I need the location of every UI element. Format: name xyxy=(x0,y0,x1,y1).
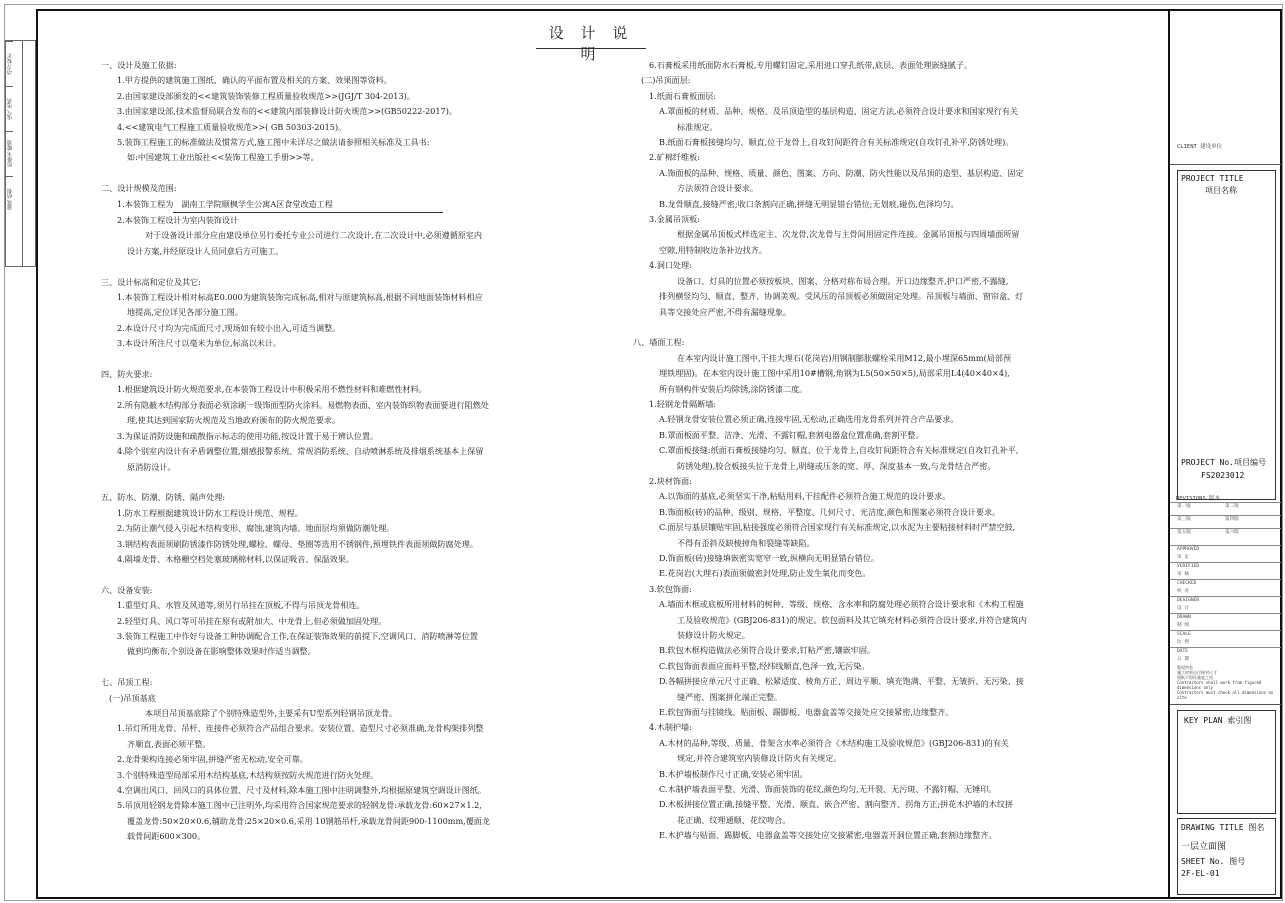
note-text: 花正确、纹理通顺、花纹吻合。 xyxy=(677,814,791,825)
note-text: 6.石膏板采用纸面防水石膏板,专用螺钉固定,采用进口穿孔纸带,底层、表面处理嵌缝腻子。 xyxy=(649,60,973,70)
note-line xyxy=(101,444,490,459)
sheet-no-label: SHEET No. 图号 xyxy=(1181,857,1246,866)
note-text: 空隙,用特制收边条补边找齐。 xyxy=(659,244,767,255)
approval-row: DATE xyxy=(1170,647,1281,656)
note-text: C.软包饰面表面应面料平整,经纬线顺直,色泽一致,无污染。 xyxy=(659,660,870,671)
note-line xyxy=(633,628,1027,643)
note-text: 设备口、灯具的位置必须按板块、图案、分格对称布局合理。开口边缘整齐,护口严密,不露缝, xyxy=(677,275,1009,286)
note-text: 七、吊顶工程: xyxy=(101,677,153,688)
note-text: 覆盖龙骨:50×20×0.6,辅助龙骨:25×20×0.6,采用 10钢筋吊杆,承载龙骨间距900-1100mm,覆面龙 xyxy=(127,815,490,826)
revision-cell: 第三版 xyxy=(1177,517,1191,522)
note-text: 三、设计标高和定位及其它: xyxy=(101,276,201,287)
note-text: 4.木制护墙: xyxy=(649,722,692,733)
revision-table xyxy=(1170,502,1281,541)
note-text: 缝严密、图案拼化端正完整。 xyxy=(677,691,783,702)
note-line xyxy=(101,737,490,752)
note-text: 2.由国家建设部颁发的<<建筑装饰装修工程质量验收规范>>(JGJ/T 304-2013)。 xyxy=(117,90,415,101)
section-heading xyxy=(101,181,490,196)
note-line xyxy=(633,489,1027,504)
note-line xyxy=(101,197,490,213)
approval-row: VERIFIED xyxy=(1170,562,1281,571)
note-line xyxy=(633,89,1027,104)
note-text: 载骨间距600×300。 xyxy=(127,831,206,842)
note-line xyxy=(633,243,1027,258)
note-text: E.花岗岩(大理石)表面须做密封处理,防止发生氧化而变色。 xyxy=(659,568,871,579)
drawing-title-box xyxy=(1177,818,1276,895)
approval-row: 校 对 xyxy=(1177,589,1189,594)
approval-row: 设 计 xyxy=(1177,606,1189,611)
note-text: 防锈处理),胶合板接头位于龙骨上,明缝或压条的宽、厚、深度基本一致,与龙骨结合严密。 xyxy=(677,460,996,471)
section-heading xyxy=(101,675,490,690)
note-text: 4.除个别室内设计有矛盾调整位置,烟感报警系统、常规消防系统、自动喷淋系统及排烟系统基本上保留 xyxy=(117,446,484,457)
note-line xyxy=(101,73,490,88)
note-text: C.木制护墙表面平整、光滑、饰面装饰的花纹,颜色均匀,无开裂、无污斑、不露钉帽、无锤印。 xyxy=(659,784,997,795)
note-line: Contractors shall work from figured dimensions only xyxy=(1177,680,1262,690)
note-text: 3.金属吊顶板: xyxy=(649,214,700,225)
note-line: 图纸不得作量度之用 xyxy=(1177,675,1213,680)
note-text: D.木板拼接位置正确,接缝平整、光滑、顺直、嵌合严密、割向整齐、拐角方正;拼花木护墙的木纹拼 xyxy=(659,799,1014,810)
note-line xyxy=(633,197,1027,212)
section-heading xyxy=(101,583,490,598)
note-line xyxy=(101,721,490,736)
note-line xyxy=(633,613,1027,628)
title-block xyxy=(1168,10,1281,898)
note-line xyxy=(633,674,1027,689)
note-text: 2.矿棉纤维板: xyxy=(649,152,700,163)
note-line xyxy=(101,429,490,444)
sheet-no-value: 2F-EL-01 xyxy=(1181,869,1220,878)
project-title-value: 项目名称 xyxy=(1205,186,1237,195)
note-text: 一、设计及施工依据: xyxy=(101,60,177,70)
note-line xyxy=(101,798,490,813)
note-line xyxy=(101,398,490,413)
note-line xyxy=(633,659,1027,674)
note-line xyxy=(101,228,490,243)
project-no-value: FS2023012 xyxy=(1201,471,1245,480)
note-text: 对于设备设计部分应由建设单位另行委托专业公司进行二次设计,在二次设计中,必须遵循原室内 xyxy=(145,230,482,241)
note-line: Contractors must check all dimensions on site xyxy=(1177,690,1274,700)
revision-cell: 第五版 xyxy=(1177,530,1191,535)
note-text: E.木护墙与贴面、踢脚板、电器盒盖等交接处应交接紧密,电器盖开洞位置正确,套割边缘整齐。 xyxy=(659,830,997,841)
page-title: 设 计 说 明 xyxy=(536,22,646,49)
note-line xyxy=(101,598,490,613)
approval-row: APPROVED xyxy=(1170,545,1281,554)
note-line xyxy=(633,828,1027,843)
note-text: 1.根据建筑设计防火规范要求,在本装饰工程设计中积极采用不燃性材料和难燃性材料。 xyxy=(117,384,427,395)
note-text: B.软包木框构造做法必须符合设计要求,钉粘严密,镶嵌牢固。 xyxy=(659,645,876,656)
approval-row: 审 定 xyxy=(1177,555,1189,560)
note-text: 1.本装饰工程设计相对标高E0.000为建筑装饰完成标高,相对与原建筑标高,根据不同地面装饰材料相应 xyxy=(117,292,483,303)
right-notes-column xyxy=(633,58,1027,844)
note-text: 4.空调出风口、回风口的具体位置、尺寸及材料,除本施工图中注明调整外,均根据原建筑空调设计图纸。 xyxy=(117,785,486,795)
note-text: 八、墙面工程: xyxy=(633,337,685,348)
note-line xyxy=(101,413,490,428)
note-line: 施工时须自行核对尺寸 xyxy=(1177,670,1217,675)
stamp-cell: 电气 电讯 xyxy=(6,86,13,131)
note-text: 二、设计规模及范围: xyxy=(101,183,177,194)
stamp-cell: 给排水 暖通 xyxy=(6,131,13,176)
note-line xyxy=(101,691,490,706)
note-text: 1.防水工程根据建筑设计防水工程设计规范、规程。 xyxy=(117,507,303,518)
note-line xyxy=(633,181,1027,196)
note-line xyxy=(633,274,1027,289)
note-line xyxy=(101,814,490,829)
key-plan-box xyxy=(1177,710,1276,814)
note-line xyxy=(633,536,1027,551)
note-line xyxy=(101,290,490,305)
note-text: (一)吊顶基底 xyxy=(109,692,156,703)
note-line xyxy=(101,783,490,798)
note-text: 规定,并符合建筑室内装修设计防火有关规定。 xyxy=(677,753,842,764)
note-line xyxy=(633,705,1027,720)
project-title-box xyxy=(1177,170,1276,500)
note-line xyxy=(101,768,490,783)
note-line xyxy=(633,597,1027,612)
note-text: C.罩面板接缝:纸面石膏板接缝均匀、顺直、位于龙骨上,自攻钉间距符合有关标准规定(自攻钉孔补平, xyxy=(659,445,1019,456)
drawing-title-value: 一层立面图 xyxy=(1181,842,1227,852)
revision-cell: 第六版 xyxy=(1225,530,1239,535)
note-text: 3.钢结构表面须刷防锈漆作防锈处理,螺栓、螺母、垫圈等选用不锈钢件,预埋铁件表面须做防腐处理。 xyxy=(117,538,478,549)
key-plan-label: KEY PLAN 索引图 xyxy=(1184,716,1252,725)
note-text: 如:中国建筑工业出版社<<装饰工程施工手册>>等。 xyxy=(127,152,319,163)
note-text: 方法须符合设计要求。 xyxy=(677,183,758,194)
note-text: D.饰面板(砖)接缝填嵌密实宽窄一致,纵横向无明显错台错位。 xyxy=(659,552,880,563)
note-text: A.轻钢龙骨安装位置必须正确,连接牢固,无松动,正确选用龙骨系列并符合产品要求。 xyxy=(659,414,959,425)
note-line xyxy=(633,305,1027,320)
note-text: 六、设备安装: xyxy=(101,584,153,595)
note-line xyxy=(101,120,490,135)
note-text: 1.纸面石膏板面层: xyxy=(649,90,717,101)
note-text: A.罩面板的材质、品种、规格、及吊顶造型的基层构造、固定方法,必须符合设计要求和国家现行有关 xyxy=(659,106,1019,117)
note-text: 根据金属吊顶板式样选定主、次龙骨,次龙骨与主骨间用固定件连接。金属吊顶板与四周墙面所留 xyxy=(677,229,1020,240)
note-text: 4.<<建筑电气工程施工质量验收规范>>( GB 50303-2015)。 xyxy=(117,121,347,132)
note-line xyxy=(633,443,1027,458)
note-line xyxy=(633,782,1027,797)
note-line xyxy=(101,150,490,165)
note-line xyxy=(633,258,1027,273)
note-line xyxy=(633,397,1027,412)
approval-table xyxy=(1170,545,1281,664)
note-text: A.以饰面的基底,必须坚实干净,粘贴用料,干挂配件必须符合施工规范的设计要求。 xyxy=(659,491,951,502)
note-line xyxy=(633,797,1027,812)
note-text: B.饰面板(砖)的品种、级别、规格、平整度、几何尺寸、光洁度,颜色和图案必须符合设计要求。 xyxy=(659,506,1001,517)
note-line xyxy=(101,244,490,259)
note-text: 具等交接处应严密,不得有漏缝现象。 xyxy=(659,306,792,317)
note-line xyxy=(633,582,1027,597)
note-line xyxy=(633,73,1027,88)
note-line xyxy=(101,104,490,119)
note-text: 齐顺直,表面必须平整。 xyxy=(127,738,211,749)
note-text: B.罩面板面平整、洁净、光滑、不露钉帽,套割电器盒位置准确,套割平整。 xyxy=(659,429,924,440)
note-line xyxy=(101,614,490,629)
client-label: CLIENT 建设单位 xyxy=(1177,144,1223,150)
note-line xyxy=(633,690,1027,705)
note-line xyxy=(101,321,490,336)
note-line xyxy=(633,351,1027,366)
note-text: 3.由国家建设部,技术监督局联合发布的<<建筑内部装修设计防火规范>>(GB50222-2017)。 xyxy=(117,106,457,117)
note-text: 四、防火要求: xyxy=(101,369,153,380)
note-text: 本项目吊顶基底除了个别特殊造型外,主要采有U型系列轻钢吊顶龙骨。 xyxy=(145,707,398,718)
copyright-notes xyxy=(1177,665,1279,700)
note-line xyxy=(101,382,490,397)
note-line xyxy=(633,366,1027,381)
note-line xyxy=(101,752,490,767)
project-title-label: PROJECT TITLE xyxy=(1181,174,1244,183)
note-line xyxy=(101,629,490,644)
note-text: 理,使其达到国家防火规范及当地政府颁布的防火规范要求。 xyxy=(127,415,341,426)
note-line xyxy=(633,459,1027,474)
note-line xyxy=(633,135,1027,150)
note-text: 1.重型灯具、水管及风道等,须另行吊挂在顶板,不得与吊顶龙骨相连。 xyxy=(117,600,365,611)
section-heading xyxy=(101,490,490,505)
stamp-cell: 动力 校正 xyxy=(6,41,13,86)
note-text: 1.甲方提供的建筑施工图纸、确认的平面布置及相关的方案、效果图等资料。 xyxy=(117,75,392,86)
note-text: 2.为防止潮气侵入引起木结构变形、腐蚀,建筑内墙、地面层均须做防潮处理。 xyxy=(117,523,395,534)
approval-row: 比 例 xyxy=(1177,640,1189,645)
note-line xyxy=(633,227,1027,242)
note-line xyxy=(633,566,1027,581)
revision-cell: 第二版 xyxy=(1225,504,1239,509)
note-text: 设计方案,并经原设计人员同意后方可施工。 xyxy=(127,245,284,256)
note-line xyxy=(633,551,1027,566)
note-line xyxy=(101,336,490,351)
note-line xyxy=(101,89,490,104)
note-text: 2.所有隐蔽木结构部分表面必须涂刷一级饰面型防火涂料。易燃物表面、室内装饰织物表面要进行阻燃处 xyxy=(117,399,489,410)
note-text: 2.本设计尺寸均为完成面尺寸,现场如有较小出入,可适当调整。 xyxy=(117,322,341,333)
note-line xyxy=(101,644,490,659)
note-line xyxy=(633,736,1027,751)
note-text: 3.装饰工程施工中作好与设备工种协调配合工作,在保证装饰效果的前提下,空调风口、消防喷淋等位置 xyxy=(117,630,478,641)
note-text: 五、防水、防潮、防锈、隔声处理: xyxy=(101,492,226,503)
note-text: (二)吊顶面层: xyxy=(641,75,691,86)
note-line xyxy=(633,382,1027,397)
note-line xyxy=(633,813,1027,828)
note-text: 2.龙骨架构连接必须牢固,拼缝严密无松动,安全可靠。 xyxy=(117,754,308,765)
drawing-title-label: DRAWING TITLE 图名 xyxy=(1181,823,1265,832)
note-text: B.龙骨顺直,接缝严密;收口条割向正确,拼缝无明显错台错位;无划痕,碰伤,色泽均匀。 xyxy=(659,198,959,209)
approval-row: CHECKED xyxy=(1170,579,1281,588)
note-text: 3.为保证消防设施和疏散指示标志的使用功能,按设计置于易于辨认位置。 xyxy=(117,430,379,441)
project-name-underline: 湖南工学院顺枫学生公寓A区食堂改造工程 xyxy=(173,197,443,213)
note-line xyxy=(101,552,490,567)
note-text: 不得有歪斜及缺棱掉角和裂缝等缺陷。 xyxy=(677,537,815,548)
revision-cell: 第四版 xyxy=(1225,517,1239,522)
note-text: 埋铁埋固)。在本室内设计施工图中采用10#槽钢,角钢为L5(50×50×5),局部采用L4(40×40×4), xyxy=(659,368,1010,379)
note-text: B.纸面石膏板接缝均匀、顺直,位于龙骨上,自攻钉间距符合有关标准规定(自攻钉孔补平,防锈处理)。 xyxy=(659,137,1014,148)
revision-cell: 第一版 xyxy=(1177,504,1191,509)
note-text: D.各幅拼接应单元尺寸正确、松紧适度、棱角方正、周边平顺、填充饱满、平整、无皱折、无污染、接 xyxy=(659,676,1024,687)
approval-row: SCALE xyxy=(1170,630,1281,639)
approval-row: 制 图 xyxy=(1177,623,1189,628)
note-line xyxy=(633,474,1027,489)
note-text: 3.软包饰面: xyxy=(649,583,692,594)
note-line xyxy=(101,135,490,150)
note-text: 2.本装饰工程设计为室内装饰设计 xyxy=(117,215,239,226)
note-line: 版权所有 xyxy=(1177,665,1193,670)
note-text: E.软包饰面与挂镜线、贴面板、踢脚板、电器盒盖等交接处应交接紧密,边缘整齐。 xyxy=(659,707,954,718)
note-text: 所有钢构件安装后均除锈,涂防锈漆二度。 xyxy=(659,383,808,394)
note-text: 5.装饰工程施工的标准做法及惯常方式,施工图中未详尽之做法请参照相关标准及工具书: xyxy=(117,137,430,148)
section-heading xyxy=(101,367,490,382)
revision-row xyxy=(1170,502,1281,515)
note-text: 4.隔墙龙骨、木格栅空档处塞玻璃棉材料,以保证吸音、保温效果。 xyxy=(117,553,354,564)
stamp-sign-column xyxy=(21,40,36,267)
note-line xyxy=(633,58,1027,73)
revision-row xyxy=(1170,528,1281,541)
section-heading xyxy=(101,275,490,290)
stamp-cell: 建筑 结构 xyxy=(6,176,13,221)
note-text: 3.本设计所注尺寸以毫米为单位,标高以米计。 xyxy=(117,338,282,349)
note-line xyxy=(633,428,1027,443)
note-line xyxy=(633,120,1027,135)
note-text: 2.轻型灯具、风口等可吊挂在原有或附加大、中龙骨上,但必须做加固处理。 xyxy=(117,615,387,626)
note-text: 5.吊顶用轻钢龙骨除本施工图中已注明外,均采用符合国家规范要求的轻钢龙骨:承载龙骨:60×27×1.2, xyxy=(117,800,482,811)
approval-row: 审 核 xyxy=(1177,572,1189,577)
note-line xyxy=(633,767,1027,782)
section-heading xyxy=(101,58,490,73)
note-line xyxy=(101,460,490,475)
note-text: 在本室内设计施工图中,干挂大理石(花岗岩)用钢制膨胀螺栓采用M12,最小埋深65mm(局部预 xyxy=(677,352,1012,363)
note-text: 标准规定。 xyxy=(677,121,718,132)
note-text: A.木材的品种,等级、质量、骨架含水率必须符合《木结构施工及验收规范》(GBJ206-831)的有关 xyxy=(659,737,1009,748)
note-line xyxy=(633,520,1027,535)
note-line xyxy=(101,829,490,844)
note-line xyxy=(633,643,1027,658)
approval-row: DESIGNER xyxy=(1170,596,1281,605)
note-text: 2.块材饰面: xyxy=(649,475,692,486)
revision-row xyxy=(1170,515,1281,528)
note-line xyxy=(101,521,490,536)
note-text: 1.本装饰工程为 xyxy=(117,198,174,209)
section-heading xyxy=(633,335,1027,350)
note-text: A.墙面木框或底板所用材料的树种、等级、规格、含水率和防腐处理必须符合设计要求和《木构工程施 xyxy=(659,599,1024,610)
note-text: C.面层与基层镶贴牢固,粘接强度必须符合国家现行有关标准规定,以水泥为主要粘接材料时严禁空鼓, xyxy=(659,522,1016,533)
approval-row: DRAWN xyxy=(1170,613,1281,622)
note-line xyxy=(633,720,1027,735)
note-line xyxy=(101,537,490,552)
note-text: 做到均衡布,个别设备在影响整体效果时作适当调整。 xyxy=(127,646,316,657)
note-line xyxy=(633,104,1027,119)
note-line xyxy=(633,751,1027,766)
note-line xyxy=(101,305,490,320)
note-line xyxy=(633,412,1027,427)
note-text: 工及验收规范》(GBJ206-831)的规定。软包面料及其它填充材料必须符合设计要求,并符合建筑内 xyxy=(677,614,1027,625)
note-line xyxy=(633,150,1027,165)
note-text: A.饰面板的品种、规格、质量、颜色、图案、方向、防潮、防火性能以及吊顶的造型、基层构造、固定 xyxy=(659,167,1024,178)
note-line xyxy=(633,166,1027,181)
note-line xyxy=(633,289,1027,304)
note-text: 原消防设计。 xyxy=(127,461,176,472)
revisions-label: REVISIONS 版本 xyxy=(1176,496,1221,502)
note-text: 4.洞口处理: xyxy=(649,260,692,271)
note-line xyxy=(101,213,490,228)
note-text: 装修设计防火规定。 xyxy=(677,630,750,641)
left-notes-column xyxy=(101,58,490,845)
note-text: 3.个别特殊造型局部采用木结构基底,木结构须按防火规范进行防火处理。 xyxy=(117,769,379,780)
note-line xyxy=(101,506,490,521)
note-line xyxy=(633,505,1027,520)
note-line xyxy=(101,706,490,721)
note-line xyxy=(633,212,1027,227)
note-text: B.木护墙板制作尺寸正确,安装必须牢固。 xyxy=(659,768,808,779)
note-text: 排列横竖均匀、顺直、整齐、协调美观。受风压的吊顶板必须做固定处理。吊顶板与墙面、窗帘盒、灯 xyxy=(659,291,1024,302)
note-text: 地提高,定位详见各部分施工图。 xyxy=(127,307,243,318)
note-text: 1.吊灯所用龙骨、吊杆、连接件必须符合产品组合要求。安装位置、造型尺寸必须准确,龙骨构架排列整 xyxy=(117,723,484,734)
project-no-label: PROJECT No.项目编号 xyxy=(1181,458,1266,467)
approval-row: 日 期 xyxy=(1177,657,1189,662)
note-text: 1.轻钢龙骨隔断墙: xyxy=(649,398,717,409)
